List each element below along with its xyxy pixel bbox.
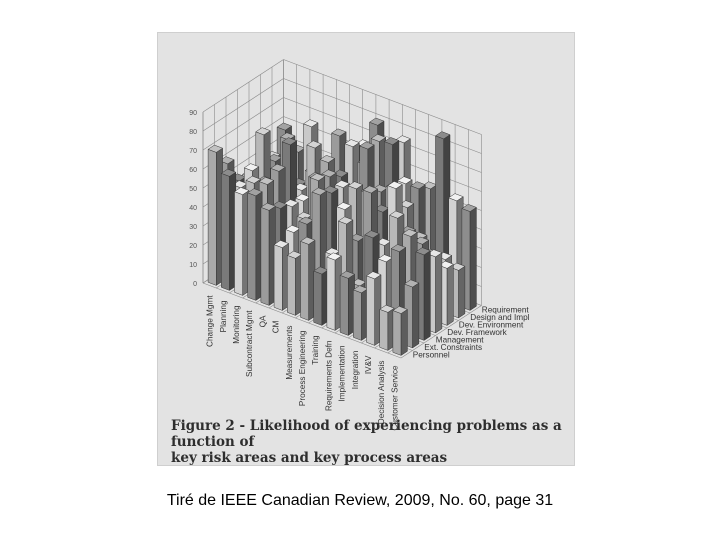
bar-side-face <box>459 266 465 318</box>
category-tick-label: Planning <box>218 300 228 333</box>
source-caption: Tiré de IEEE Canadian Review, 2009, No. 60, page 31 <box>166 492 554 509</box>
figure-caption-line-2: key risk areas and key process areas <box>171 450 448 466</box>
z-tick-label: 60 <box>189 167 197 174</box>
bar-front-face <box>327 257 335 330</box>
bar-front-face <box>221 173 229 290</box>
category-tick-label: Integration <box>350 350 360 390</box>
bar-front-face <box>248 193 256 301</box>
bar <box>327 253 342 331</box>
category-tick-label: Change Mgmt <box>205 295 215 347</box>
bar-front-face <box>340 275 348 335</box>
series-tick-label: Personnel <box>412 350 450 360</box>
bar-chart-3d <box>157 32 575 431</box>
bar <box>367 272 382 346</box>
series-tick-label: Requirement <box>481 305 529 315</box>
left-wall-gridline <box>203 79 284 132</box>
bar-side-face <box>436 253 442 333</box>
category-tick-label: Implementation <box>337 345 347 402</box>
bar <box>301 237 316 320</box>
bar-front-face <box>261 207 269 305</box>
bar-front-face <box>380 309 388 350</box>
bar-side-face <box>401 309 407 355</box>
category-tick-label: Training <box>311 335 321 365</box>
category-tick-label: Process Engineering <box>298 330 307 407</box>
scanned-figure <box>157 32 575 466</box>
series-tick-label: Dev. Framework <box>447 327 507 337</box>
category-tick-label: Monitoring <box>232 305 241 344</box>
z-tick-label: 90 <box>189 110 197 117</box>
bar <box>274 240 289 310</box>
series-tick-label: Management <box>435 335 484 345</box>
bar-front-face <box>208 149 216 285</box>
z-tick-label: 30 <box>189 224 197 231</box>
bar-front-face <box>367 276 375 346</box>
category-tick-label: Customer Service <box>390 365 400 431</box>
series-tick-label: Dev. Environment <box>458 320 524 330</box>
bar-side-face <box>447 264 453 325</box>
z-tick-label: 70 <box>189 148 197 155</box>
series-tick-label: Design and Impl <box>470 312 530 322</box>
category-tick-label: CM <box>271 320 281 334</box>
category-tick-label: IV&V <box>364 355 373 375</box>
bar <box>340 271 355 335</box>
left-wall-gridline <box>203 60 284 113</box>
category-tick-label: Requirements Defn <box>324 340 334 412</box>
bar-front-face <box>353 290 361 341</box>
category-tick-label: QA <box>258 315 268 328</box>
bar-front-face <box>393 311 401 356</box>
series-tick-label: Ext. Constraints <box>424 342 483 352</box>
bar <box>261 203 276 305</box>
bar-front-face <box>314 271 322 325</box>
bar-front-face <box>274 245 282 311</box>
bar-side-face <box>470 207 476 310</box>
bar <box>248 189 263 301</box>
left-wall-gridline <box>203 98 284 151</box>
bar-side-face <box>424 251 430 341</box>
bar <box>208 145 223 285</box>
z-tick-label: 0 <box>193 281 197 288</box>
bar-front-face <box>301 241 309 320</box>
z-tick-label: 40 <box>189 205 197 212</box>
bar-front-face <box>287 255 295 315</box>
category-tick-label: Subcontract Mgmt <box>245 310 255 377</box>
bar-front-face <box>235 192 243 296</box>
bar-side-face <box>413 283 419 348</box>
bar <box>221 169 236 290</box>
z-tick-label: 80 <box>189 129 197 136</box>
bar <box>235 187 250 295</box>
bar <box>393 306 408 355</box>
z-tick-label: 50 <box>189 186 197 193</box>
bar <box>287 251 302 315</box>
figure-caption <box>171 418 566 466</box>
z-tick-label: 10 <box>189 262 197 269</box>
category-tick-label: Decision Analysis <box>377 360 387 425</box>
category-tick-label: Measurements <box>284 325 294 380</box>
bar <box>353 286 368 341</box>
bar <box>314 267 329 326</box>
figure-caption-line-1: Figure 2 - Likelihood of experiencing problems as a function of <box>171 418 562 450</box>
bar <box>380 305 395 350</box>
z-tick-label: 20 <box>189 243 197 250</box>
